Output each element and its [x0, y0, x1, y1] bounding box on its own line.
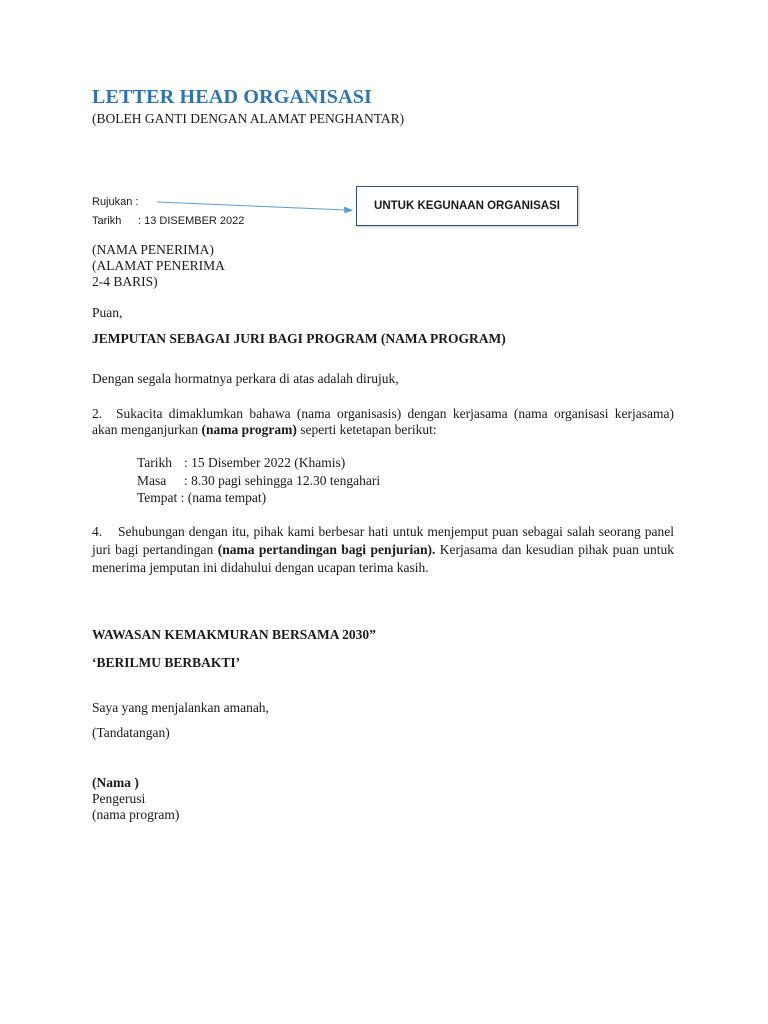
detail-value: : 15 Disember 2022 (Khamis) [184, 455, 346, 470]
signature-placeholder: (Tandatangan) [92, 725, 170, 740]
paragraph-text-end: Kerjasama dan kesudian pihak puan untuk menerima jemputan ini didahului dengan ucapan terima kasih. [92, 542, 675, 575]
letterhead-title: LETTER HEAD ORGANISASI [92, 86, 373, 108]
motto-slogan: ‘BERILMU BERBAKTI’ [92, 655, 241, 670]
detail-label: Masa [137, 472, 167, 488]
closing-phrase: Saya yang menjalankan amanah, [92, 700, 269, 715]
rujukan-label: Rujukan : [92, 196, 139, 208]
letterhead-subtitle: (BOLEH GANTI DENGAN ALAMAT PENGHANTAR) [92, 111, 405, 126]
paragraph-text-end: seperti ketetapan berikut: [296, 422, 437, 437]
signatory-name: (Nama ) [92, 775, 139, 790]
paragraph-4 [92, 523, 674, 577]
detail-label: Tempat [137, 490, 178, 505]
paragraph-text: Sukacita dimaklumkan bahawa (nama organisasis) dengan kerjasama (nama organisasi kerjasama) akan menganjurkan [92, 406, 674, 437]
detail-row-masa [137, 472, 380, 490]
motto-vision: WAWASAN KEMAKMURAN BERSAMA 2030” [92, 627, 376, 642]
arrow-icon [155, 199, 355, 215]
detail-value: : (nama tempat) [177, 490, 267, 505]
signatory-program: (nama program) [92, 807, 180, 822]
detail-label: Tarikh [137, 455, 173, 470]
detail-value: : 8.30 pagi sehingga 12.30 tengahari [184, 472, 381, 488]
tarikh-label: Tarikh [92, 215, 122, 227]
paragraph-text: Sehubungan dengan itu, pihak kami berbesar hati untuk menjemput puan sebagai salah seorang panel juri bagi pertandingan [92, 524, 674, 557]
recipient-name: (NAMA PENERIMA) [92, 242, 214, 257]
paragraph-2 [92, 406, 674, 438]
organisation-use-box [356, 186, 578, 226]
detail-row-tempat [137, 489, 380, 507]
salutation: Puan, [92, 305, 123, 320]
tarikh-value: : 13 DISEMBER 2022 [138, 215, 245, 227]
organisation-use-label: UNTUK KEGUNAAN ORGANISASI [374, 200, 560, 212]
competition-name-bold: (nama pertandingan bagi penjurian). [217, 542, 436, 557]
signatory-position: Pengerusi [92, 791, 146, 806]
detail-row-tarikh [137, 454, 380, 472]
program-name-bold: (nama program) [201, 422, 297, 437]
event-details [137, 454, 380, 507]
recipient-address-lines: 2-4 BARIS) [92, 274, 158, 289]
subject-heading: JEMPUTAN SEBAGAI JURI BAGI PROGRAM (NAMA PROGRAM) [92, 331, 506, 346]
recipient-address: (ALAMAT PENERIMA [92, 258, 225, 273]
recipient-block [92, 242, 225, 290]
opening-paragraph: Dengan segala hormatnya perkara di atas adalah dirujuk, [92, 371, 399, 386]
paragraph-number: 2. [92, 406, 103, 421]
paragraph-number: 4. [92, 524, 103, 539]
